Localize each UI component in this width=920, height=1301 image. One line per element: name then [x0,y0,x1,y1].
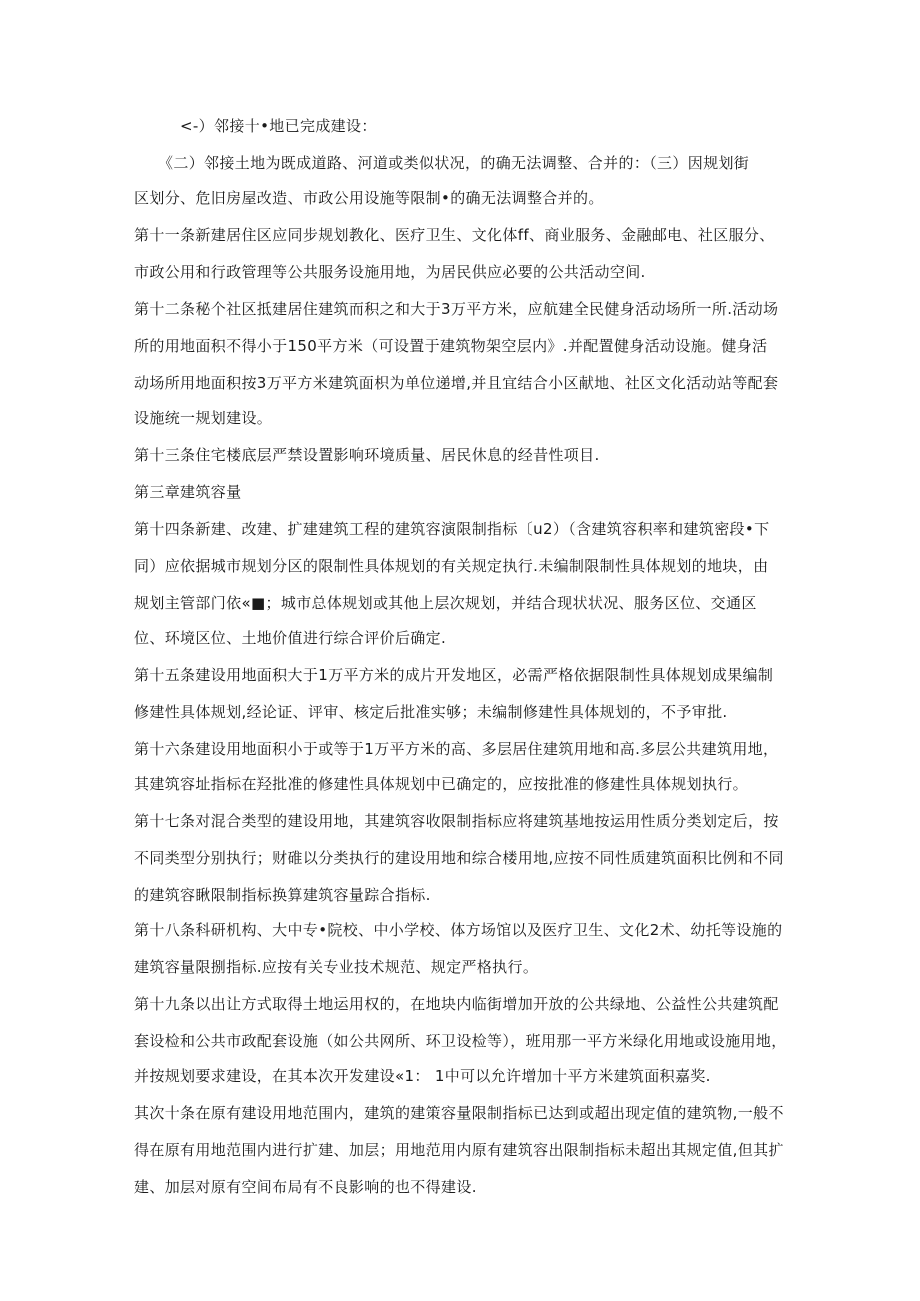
text-line: 套设检和公共市政配套设施（如公共网所、环卫设检等），班用那一平方米绿化用地或设施用地， [134,1032,787,1050]
text-line: 建筑容量限捌指标.应按有关专业技术规范、规定严格执行。 [134,958,539,976]
text-line: 市政公用和行政管理等公共服务设施用地，为居民供应必要的公共活动空间. [134,263,646,281]
text-line: 第十二条秘个社区抵建居住建筑而积之和大于3万平方米，应航建全民健身活动场所一所.活动场 [134,300,779,318]
text-line: 第十九条以出让方式取得土地运用权的，在地块内临街增加开放的公共绿地、公益性公共建筑配 [134,995,779,1013]
text-line: 第十一条新建居住区应同步规划教化、医疗卫生、文化体ff、商业服务、金融邮电、社区服分、 [134,226,775,244]
chapter-heading: 第三章建筑容量 [134,483,242,501]
text-line: 其次十条在原有建设用地范围内，建筑的建策容量限制指标已达到或超出现定值的建筑物,一般不 [134,1104,784,1122]
text-line: 得在原有用地范围内进行扩建、加层；用地范用内原有建筑容出限制指标未超出其规定值,但其扩 [134,1141,784,1159]
text-line: 第十三条住宅楼底层严禁设置影响环境质量、居民休息的经昔性项目. [134,446,600,464]
text-line: 第十四条新建、改建、扩建建筑工程的建筑容演限制指标〔u2）（含建筑容积率和建筑密段•下 [134,520,770,538]
text-line: 并按规划要求建设，在其本次开发建设«1： 1中可以允许增加十平方米建筑面积嘉奖. [134,1067,711,1085]
text-line: 的建筑容瞅限制指标换算建筑容量踪合指标. [134,886,431,904]
text-line: 区划分、危旧房屋改造、市政公用设施等限制•的确无法调整合并的。 [134,189,604,207]
text-line: 第十七条对混合类型的建设用地，其建筑容收限制指标应将建筑基地按运用性质分类划定后，按 [134,812,779,830]
text-line: 动场所用地面积按3万平方米建筑面枳为单位递增,并且宜结合小区献地、社区文化活动站等配套 [134,374,779,392]
text-line: 不同类型分别执行；财碓以分类执行的建设用地和综合楼用地,应按不同性质建筑面积比例和不同 [134,849,784,867]
text-line: 建、加层对原有空间布局有不良影响的也不得建设. [134,1178,477,1196]
text-line: 同）应依据城市规划分区的限制性具体规划的有关规定执行.未编制限制性具体规划的地块，由 [134,557,769,575]
text-line: 规划主管部门依«■；城市总体规划或其他上层次规划，并结合现状状况、服务区位、交通区 [134,594,757,612]
text-line: 第十五条建设用地面积大于1万平方米的成片开发地区，必需严格依据限制性具体规划成果编制 [134,666,774,684]
text-line: 第十八条科研机构、大中专•院校、中小学校、体方场馆以及医疗卫生、文化2术、幼托等设施的 [134,921,783,939]
text-line: 所的用地面积不得小于150平方米（可设置于建筑物架空层内》.并配置健身活动设施。健身活 [134,337,768,355]
text-line: 修建性具体规划,经论证、评审、核定后批准实够；未编制修建性具体规划的，不予审批. [134,703,728,721]
text-line: 设施统一规划建设。 [134,409,273,427]
text-line: <-）邻接十•地已完成建设： [180,117,377,135]
text-line: 第十六条建设用地面积小于或等于1万平方米的高、多层居住建筑用地和高.多层公共建筑用地， [134,740,779,758]
text-line: 《二）邻接土地为既成道路、河道或类似状况，的确无法调整、合并的：（三）因规划街 [158,154,750,172]
text-line: 其建筑容址指标在羟批准的修建性具体规划中已确定的，应按批准的修建性具体规划执行。 [134,775,749,793]
text-line: 位、环境区位、土地价值进行综合评价后确定. [134,629,447,647]
